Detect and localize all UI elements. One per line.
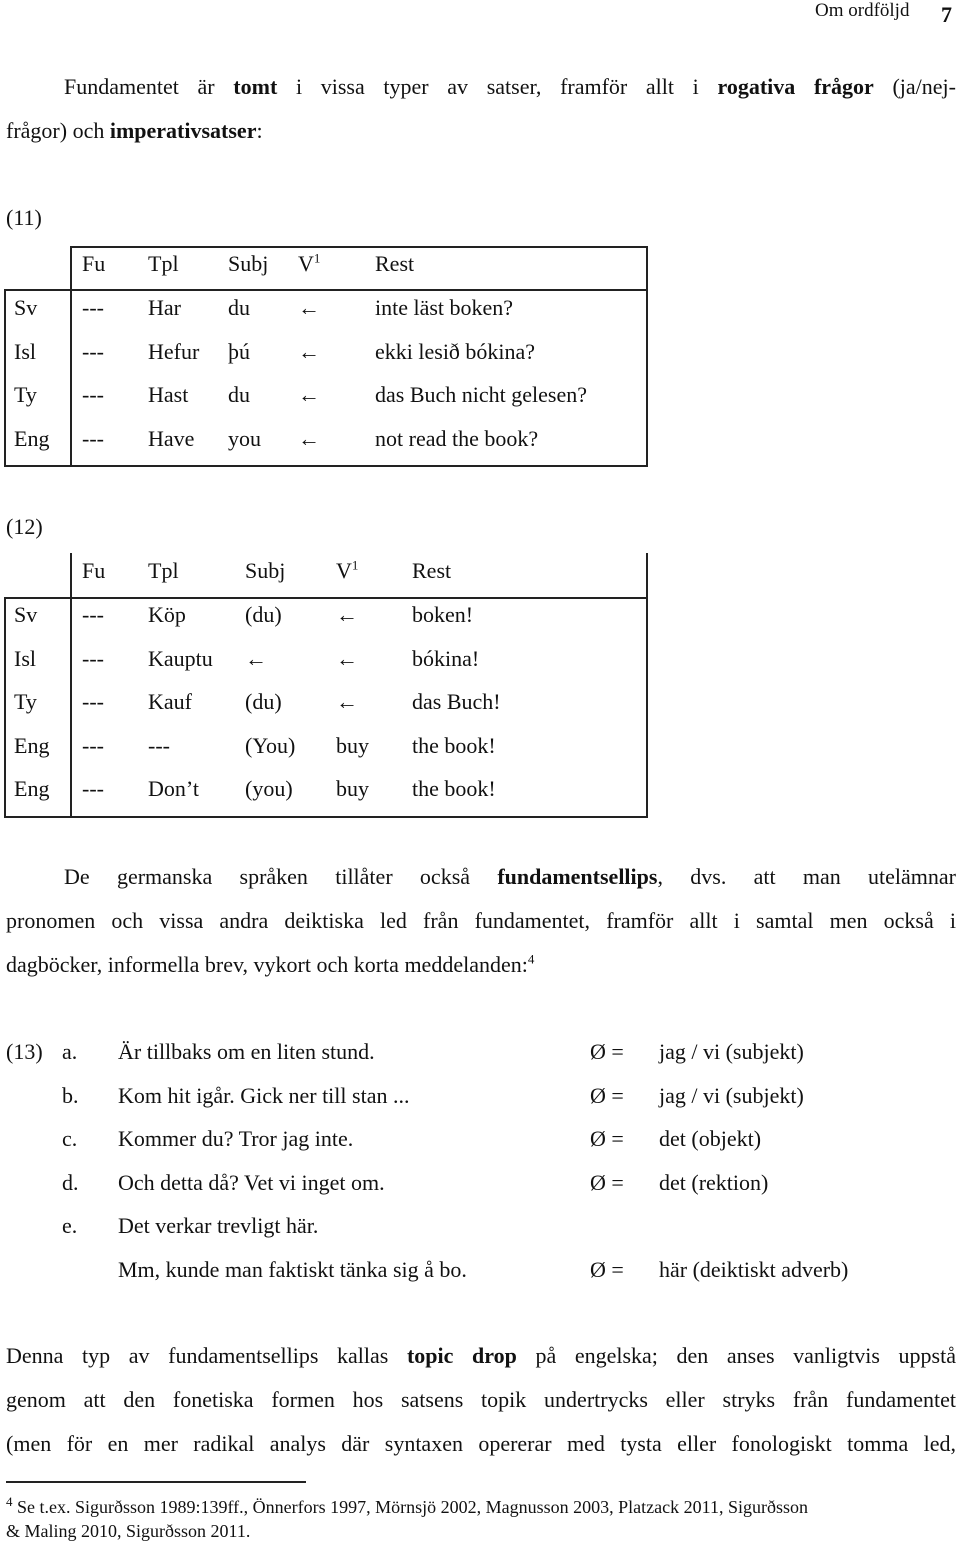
table-11-row-4-lang: Eng — [14, 426, 50, 451]
table-12-bottom-rule — [4, 816, 648, 818]
intro-line-1: Fundamentet är tomt i vissa typer av satser, framför allt i rogativa frågor (ja/nej- — [64, 74, 956, 99]
table-11-left-edge — [4, 289, 6, 467]
col-header-tpl: Tpl — [148, 558, 179, 583]
col-header-v1: $V^1$ — [336, 557, 359, 583]
ex13-text-d: Och detta då? Vet vi inget om. — [118, 1170, 385, 1195]
table-11-row-3-tpl: Hast — [148, 382, 189, 407]
left-arrow-icon: ← — [298, 426, 320, 451]
table-12-row-5-fu: --- — [82, 776, 104, 801]
term-fundamentsellips: fundamentsellips — [497, 864, 658, 889]
ex13-text-b: Kom hit igår. Gick ner till stan ... — [118, 1083, 410, 1108]
table-12-row-1-subj: (du) — [245, 602, 282, 627]
term-topic-drop: topic drop — [406, 1343, 517, 1368]
table-12-row-4-fu: --- — [82, 733, 104, 758]
table-11-row-3-subj: du — [228, 382, 250, 407]
table-12-row-1-lang: Sv — [14, 602, 38, 627]
ex13-gloss-d: det (rektion) — [659, 1170, 769, 1195]
ex13-gloss-e2: här (deiktiskt adverb) — [659, 1257, 849, 1282]
ex13-gloss-c: det (objekt) — [659, 1126, 762, 1151]
ex13-letter-e: e. — [62, 1213, 78, 1238]
table-12-row-4-rest: the book! — [412, 733, 496, 758]
topic-line-2: genom att den fonetiska formen hos satsens topik undertrycks eller stryks från fundamentet — [6, 1387, 956, 1412]
table-11-row-3-lang: Ty — [14, 382, 37, 407]
table-11-row-4-fu: --- — [82, 426, 104, 451]
ex13-eq-d: Ø = — [590, 1170, 624, 1195]
table-11-top-rule — [70, 246, 648, 248]
table-11-right-edge — [646, 246, 648, 467]
table-11-row-2-rest: ekki lesið bókina? — [375, 339, 536, 364]
table-12-row-4-v: buy — [336, 733, 369, 758]
ex13-letter-c: c. — [62, 1126, 78, 1151]
topic-line-1: Denna typ av fundamentsellips kallas topic drop på engelska; den anses vanligtvis uppstå — [6, 1343, 956, 1368]
footnote-ref: 4 — [527, 951, 535, 967]
example-13-label: (13) — [6, 1039, 43, 1064]
left-arrow-icon: ← — [245, 646, 267, 671]
ex13-text-e: Det verkar trevligt här. — [118, 1213, 319, 1238]
intro-line-2: frågor) och imperativsatser: — [6, 118, 263, 143]
example-12-label: (12) — [6, 514, 43, 539]
table-12-row-4-lang: Eng — [14, 733, 50, 758]
table-12-row-1-fu: --- — [82, 602, 104, 627]
table-12-row-3-fu: --- — [82, 689, 104, 714]
ex13-text-c: Kommer du? Tror jag inte. — [118, 1126, 354, 1151]
ex13-letter-d: d. — [62, 1170, 79, 1195]
table-11-row-2-fu: --- — [82, 339, 104, 364]
table-12-right-edge — [646, 553, 648, 818]
table-11-row-4-rest: not read the book? — [375, 426, 539, 451]
ellipsis-line-1: De germanska språken tillåter också fundamentsellips, dvs. att man utelämnar — [64, 864, 956, 889]
term-rogativa-fragor: rogativa frågor — [717, 74, 874, 99]
left-arrow-icon: ← — [336, 689, 358, 714]
ex13-eq-b: Ø = — [590, 1083, 624, 1108]
example-11-label: (11) — [6, 205, 42, 230]
footnote-rule — [6, 1481, 306, 1483]
ex13-letter-b: b. — [62, 1083, 79, 1108]
left-arrow-icon: ← — [298, 295, 320, 320]
intro-paragraph — [6, 65, 956, 153]
table-11-row-1-rest: inte läst boken? — [375, 295, 514, 320]
table-12-row-1-tpl: Köp — [148, 602, 186, 627]
table-12-row-3-tpl: Kauf — [148, 689, 192, 714]
table-12-row-4-tpl: --- — [148, 733, 170, 758]
table-12-row-5-rest: the book! — [412, 776, 496, 801]
table-11-row-1-lang: Sv — [14, 295, 38, 320]
table-11-row-4-subj: you — [228, 426, 261, 451]
table-11-header-rule — [4, 289, 648, 291]
footnote-line-2: & Maling 2010, Sigurðsson 2011. — [6, 1521, 251, 1541]
table-11-row-1-fu: --- — [82, 295, 104, 320]
table-12-row-4-subj: (You) — [245, 733, 296, 758]
table-12-row-5-lang: Eng — [14, 776, 50, 801]
ellipsis-paragraph — [6, 855, 956, 987]
table-11-bottom-rule — [4, 465, 648, 467]
table-12-row-1-rest: boken! — [412, 602, 474, 627]
col-header-subj: Subj — [245, 558, 286, 583]
table-12-row-2-lang: Isl — [14, 646, 36, 671]
table-12-row-5-tpl: Don’t — [148, 776, 199, 801]
table-11-lang-divider — [70, 246, 72, 467]
table-12-row-5-v: buy — [336, 776, 369, 801]
left-arrow-icon: ← — [336, 646, 358, 671]
table-11-row-2-tpl: Hefur — [148, 339, 200, 364]
ex13-text-e2: Mm, kunde man faktiskt tänka sig å bo. — [118, 1257, 467, 1282]
ex13-eq-c: Ø = — [590, 1126, 624, 1151]
topic-drop-paragraph — [6, 1334, 956, 1466]
left-arrow-icon: ← — [336, 602, 358, 627]
footnote-line-1: $^4$ Se t.ex. Sigurðsson 1989:139ff., Önnerfors 1997, Mörnsjö 2002, Magnusson 2003, Platzack 2011, Sigurðsson — [6, 1494, 808, 1517]
col-header-fu: Fu — [82, 251, 106, 276]
table-11-row-3-fu: --- — [82, 382, 104, 407]
table-12-lang-divider — [70, 553, 72, 818]
table-12-row-3-subj: (du) — [245, 689, 282, 714]
ex13-eq-e2: Ø = — [590, 1257, 624, 1282]
running-title: Om ordföljd — [815, 0, 910, 21]
table-11-row-4-tpl: Have — [148, 426, 195, 451]
left-arrow-icon: ← — [298, 382, 320, 407]
footnote-number: 4 — [6, 1494, 13, 1509]
table-12-row-3-rest: das Buch! — [412, 689, 501, 714]
col-header-v1: $V^1$ — [298, 250, 321, 276]
ex13-gloss-b: jag / vi (subjekt) — [659, 1083, 804, 1108]
table-11-row-1-tpl: Har — [148, 295, 181, 320]
table-12-row-2-tpl: Kauptu — [148, 646, 213, 671]
table-11-row-2-subj: þú — [228, 339, 250, 364]
col-header-rest: Rest — [412, 558, 452, 583]
table-11-row-2-lang: Isl — [14, 339, 36, 364]
table-11-row-1-subj: du — [228, 295, 250, 320]
ellipsis-line-2: pronomen och vissa andra deiktiska led från fundamentet, framför allt i samtal men också i — [6, 908, 956, 933]
table-12-row-2-rest: bókina! — [412, 646, 480, 671]
ex13-gloss-a: jag / vi (subjekt) — [659, 1039, 804, 1064]
ellipsis-line-3: dagböcker, informella brev, vykort och korta meddelanden:$^4$ — [6, 951, 535, 977]
table-11-row-3-rest: das Buch nicht gelesen? — [375, 382, 587, 407]
col-header-fu: Fu — [82, 558, 106, 583]
ex13-eq-a: Ø = — [590, 1039, 624, 1064]
term-imperativsatser: imperativsatser — [109, 118, 257, 143]
col-header-rest: Rest — [375, 251, 415, 276]
table-12-row-2-fu: --- — [82, 646, 104, 671]
topic-line-3: (men för en mer radikal analys där syntaxen opererar med tysta eller fonologiskt tomma led, — [6, 1431, 956, 1456]
ex13-text-a: Är tillbaks om en liten stund. — [118, 1039, 375, 1064]
table-12-header-rule — [4, 597, 648, 599]
footnote — [6, 1495, 808, 1543]
ex13-letter-a: a. — [62, 1039, 78, 1064]
term-tomt: tomt — [233, 74, 278, 99]
left-arrow-icon: ← — [298, 339, 320, 364]
table-12-row-5-subj: (you) — [245, 776, 293, 801]
col-header-tpl: Tpl — [148, 251, 179, 276]
page-number: 7 — [941, 2, 952, 27]
col-header-subj: Subj — [228, 251, 269, 276]
table-12-left-edge — [4, 597, 6, 818]
table-12-row-3-lang: Ty — [14, 689, 37, 714]
